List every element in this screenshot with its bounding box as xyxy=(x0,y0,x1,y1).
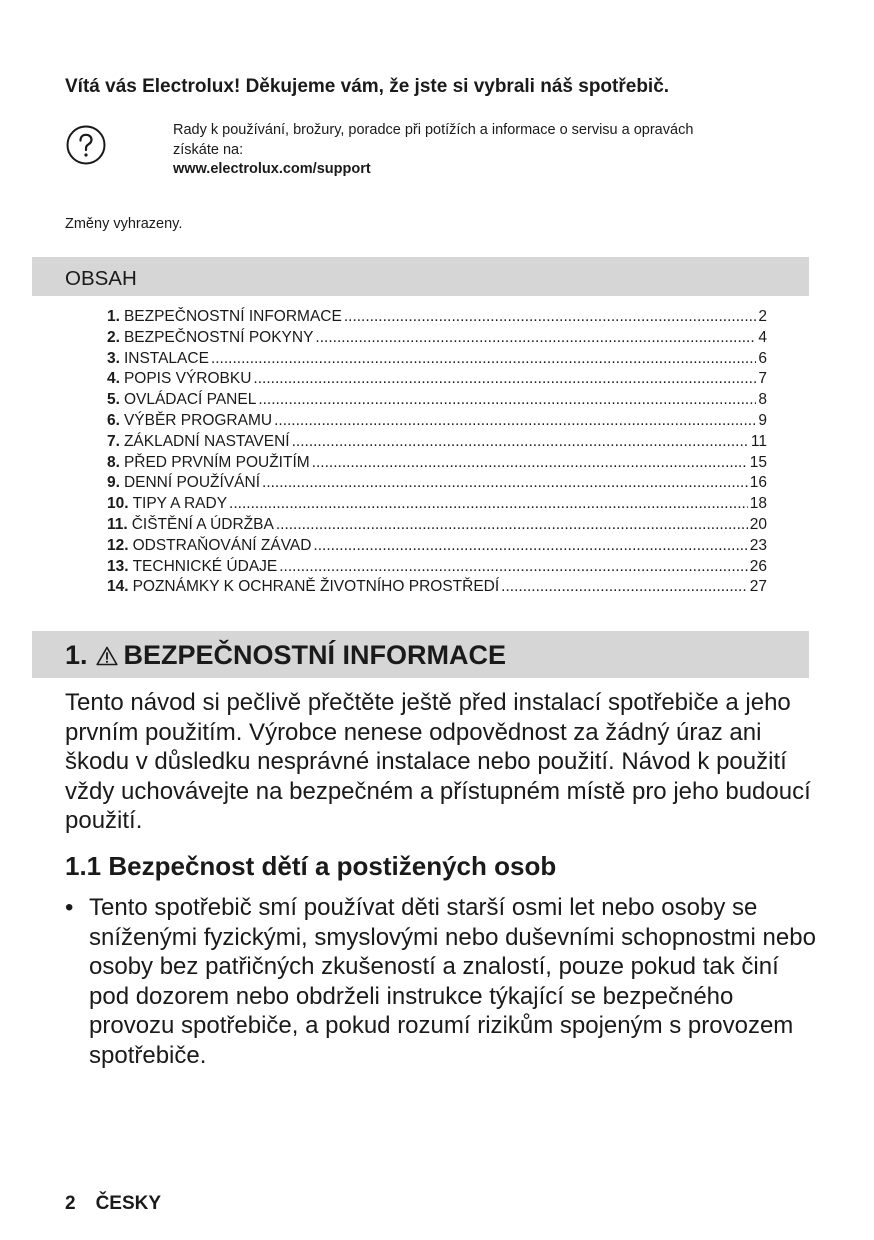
toc-item-number: 8. xyxy=(107,453,120,471)
toc-item[interactable] xyxy=(107,412,767,433)
toc-item-label: BEZPEČNOSTNÍ POKYNY xyxy=(123,328,314,346)
toc-item-page: 18 xyxy=(749,495,767,513)
toc-item[interactable] xyxy=(107,329,767,350)
toc-item-number: 6. xyxy=(107,411,120,429)
toc-leader-dots xyxy=(313,537,747,555)
warning-triangle-icon xyxy=(96,646,118,666)
toc-header-bar xyxy=(32,257,809,296)
changes-note: Změny vyhrazeny. xyxy=(65,216,183,232)
toc-item-page: 20 xyxy=(749,515,767,533)
toc-leader-dots xyxy=(258,391,756,409)
toc-item[interactable] xyxy=(107,308,767,329)
toc-item[interactable] xyxy=(107,495,767,516)
toc-item[interactable] xyxy=(107,454,767,475)
toc-item-number: 3. xyxy=(107,349,120,367)
toc-item-number: 7. xyxy=(107,432,120,450)
toc-item-number: 10. xyxy=(107,495,129,513)
support-info xyxy=(173,121,813,180)
toc-item-label: DENNÍ POUŽÍVÁNÍ xyxy=(123,474,261,492)
subsection-title: 1.1 Bezpečnost dětí a postižených osob xyxy=(65,851,557,881)
toc-item-page: 11 xyxy=(750,432,767,450)
bullet-item xyxy=(65,893,825,1070)
support-url-link[interactable]: www.electrolux.com/support xyxy=(173,161,371,177)
toc-leader-dots xyxy=(344,308,757,326)
toc-item-label: ČIŠTĚNÍ A ÚDRŽBA xyxy=(131,515,274,533)
bullet-symbol: • xyxy=(65,894,74,921)
footer-language: ČESKY xyxy=(95,1193,162,1214)
intro-paragraph: Tento návod si pečlivě přečtěte ještě před instalací spotřebiče a jeho prvním použitím. Výrobce nenese odpovědnost za žádný úraz ani škodu v důsledku nesprávné instalace nebo použití. Návod k použití vždy uchovávejte na bezpečném a přístupném místě pro jeho budoucí použití. xyxy=(65,689,811,834)
toc-title: OBSAH xyxy=(65,267,137,290)
toc-item-label: INSTALACE xyxy=(123,349,209,367)
toc-leader-dots xyxy=(262,474,748,492)
toc-leader-dots xyxy=(315,329,756,347)
toc-leader-dots xyxy=(279,558,748,576)
page-number: 2 xyxy=(65,1193,76,1214)
toc-item[interactable] xyxy=(107,537,767,558)
support-text-line2: získáte na: xyxy=(173,141,244,158)
welcome-heading: Vítá vás Electrolux! Děkujeme vám, že jste si vybrali náš spotřebič. xyxy=(65,76,670,97)
toc-item-label: ODSTRAŇOVÁNÍ ZÁVAD xyxy=(132,536,312,554)
toc-leader-dots xyxy=(211,350,756,368)
table-of-contents xyxy=(107,308,767,599)
support-text-line1: Rady k používání, brožury, poradce při potížích a informace o servisu a opravách xyxy=(173,122,694,138)
section-number: 1. xyxy=(65,640,88,670)
page-footer xyxy=(65,1193,161,1215)
toc-item[interactable] xyxy=(107,516,767,537)
toc-leader-dots xyxy=(292,433,749,451)
question-circle-icon xyxy=(66,125,106,165)
toc-item[interactable] xyxy=(107,558,767,579)
toc-item-number: 13. xyxy=(107,557,129,575)
toc-item[interactable] xyxy=(107,433,767,454)
section-header-bar xyxy=(32,631,809,678)
toc-item-page: 26 xyxy=(749,557,767,575)
toc-item-label: BEZPEČNOSTNÍ INFORMACE xyxy=(123,308,342,325)
toc-item-number: 14. xyxy=(107,578,129,596)
toc-leader-dots xyxy=(229,495,748,513)
toc-leader-dots xyxy=(501,578,748,596)
toc-item-label: VÝBĚR PROGRAMU xyxy=(123,411,273,429)
toc-item-number: 4. xyxy=(107,370,120,388)
toc-item-number: 12. xyxy=(107,536,129,554)
toc-item[interactable] xyxy=(107,474,767,495)
toc-item-label: TECHNICKÉ ÚDAJE xyxy=(132,557,278,575)
toc-item-number: 2. xyxy=(107,328,120,346)
toc-item[interactable] xyxy=(107,391,767,412)
section-title xyxy=(65,640,506,671)
toc-leader-dots xyxy=(274,412,756,430)
toc-item-page: 9 xyxy=(758,411,767,429)
toc-item-page: 16 xyxy=(749,474,767,492)
toc-item-number: 1. xyxy=(107,308,120,325)
toc-leader-dots xyxy=(253,370,756,388)
toc-leader-dots xyxy=(312,454,748,472)
bullet-text: Tento spotřebič smí používat děti starší osmi let nebo osoby se sníženými fyzickými, smyslovými nebo duševními schopnostmi nebo osoby bez patřičných zkušeností a znalostí, pouze pokud tak činí pod dozorem nebo obdrželi instrukce týkající se bezpečného provozu spotřebiče, a pokud rozumí rizikům spojeným s provozem spotřebiče. xyxy=(89,894,816,1069)
section-title-text: BEZPEČNOSTNÍ INFORMACE xyxy=(123,640,507,670)
toc-item[interactable] xyxy=(107,350,767,371)
toc-leader-dots xyxy=(276,516,748,534)
toc-item-page: 8 xyxy=(758,391,767,409)
toc-item-label: TIPY A RADY xyxy=(132,495,228,513)
toc-item-page: 27 xyxy=(749,578,767,596)
toc-item-page: 6 xyxy=(758,349,767,367)
toc-item[interactable] xyxy=(107,578,767,599)
toc-item-number: 9. xyxy=(107,474,120,492)
toc-item-page: 2 xyxy=(758,308,767,325)
toc-item-label: ZÁKLADNÍ NASTAVENÍ xyxy=(123,432,290,450)
toc-item-label: PŘED PRVNÍM POUŽITÍM xyxy=(123,453,310,471)
toc-item-page: 4 xyxy=(758,328,767,346)
toc-item-label: OVLÁDACÍ PANEL xyxy=(123,391,257,409)
toc-item-label: POPIS VÝROBKU xyxy=(123,370,252,388)
toc-item-label: POZNÁMKY K OCHRANĚ ŽIVOTNÍHO PROSTŘEDÍ xyxy=(132,578,500,596)
toc-item-page: 15 xyxy=(749,453,767,471)
toc-item-page: 7 xyxy=(758,370,767,388)
toc-item-number: 5. xyxy=(107,391,120,409)
toc-item[interactable] xyxy=(107,370,767,391)
toc-item-number: 11. xyxy=(107,515,128,533)
toc-item-page: 23 xyxy=(749,536,767,554)
